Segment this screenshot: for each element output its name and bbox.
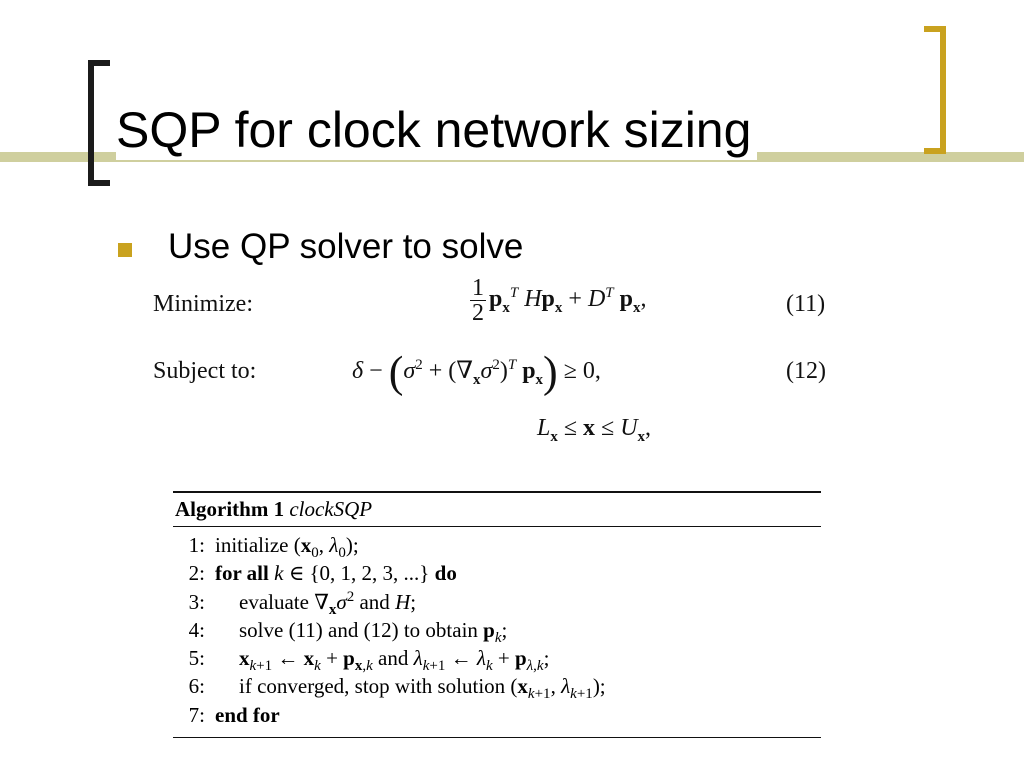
line-text: if converged, stop with solution ($x_{k+1}$, $\lambda_{k+1}$); <box>239 674 606 703</box>
bullet-square-icon <box>118 243 132 257</box>
algorithm-line-2 <box>173 559 821 587</box>
equation-12-number: (12) <box>786 358 826 384</box>
bullet-text: Use QP solver to solve <box>168 227 524 266</box>
left-bracket-decoration <box>88 60 110 186</box>
one-half-fraction: $\frac{1}{2}$ <box>472 275 484 326</box>
equation-11-number: (11) <box>786 291 826 317</box>
line-number: 5: <box>188 646 205 671</box>
line-number: 3: <box>188 589 205 614</box>
algorithm-line-1 <box>173 531 821 562</box>
subject-to-label: Subject to: <box>153 358 257 384</box>
algorithm-name: clockSQP <box>289 497 373 521</box>
line-text: solve (11) and (12) to obtain $p_k$; <box>239 617 508 647</box>
line-text: for all k ∈ {0, 1, 2, 3, ...} do <box>215 561 457 586</box>
line-number: 6: <box>188 674 205 699</box>
equation-11: $\frac{1}{2}$ $p_x^T$ $Hp_x + D^T$ $p_x$, <box>472 275 647 326</box>
algorithm-line-4 <box>173 616 821 647</box>
bounds-constraint: $L_x \le x \le U_x$, <box>537 415 652 445</box>
right-bracket-decoration <box>924 26 946 154</box>
algorithm-line-6 <box>173 672 821 703</box>
line-text: initialize ($x_0$, $\lambda_0$); <box>215 533 359 562</box>
algorithm-steps <box>173 527 821 729</box>
line-number: 7: <box>188 702 205 727</box>
algorithm-line-7 <box>173 701 821 729</box>
slide-title: SQP for clock network sizing <box>116 100 757 160</box>
algorithm-header <box>173 493 821 527</box>
algorithm-line-3 <box>173 588 821 616</box>
algorithm-label: Algorithm 1 <box>175 497 285 521</box>
minimize-label: Minimize: <box>153 291 253 317</box>
algorithm-box <box>173 491 821 738</box>
line-text: evaluate $\nabla_x\sigma^2$ and H; <box>239 588 417 618</box>
line-number: 1: <box>188 533 205 557</box>
algorithm-line-5 <box>173 644 821 675</box>
line-number: 2: <box>188 561 205 586</box>
equation-12: $\delta - (\sigma^2 + (\nabla_x\sigma^2)^T$ $p_x) \ge 0$, <box>352 347 601 397</box>
line-number: 4: <box>188 617 205 642</box>
line-text: $x_{k+1}$ ← $x_k + p_{x,k}$ and $\lambda_{k+1}$ ← $\lambda_k + p_{\lambda,k}$; <box>239 646 550 675</box>
line-text: end for <box>215 702 280 727</box>
